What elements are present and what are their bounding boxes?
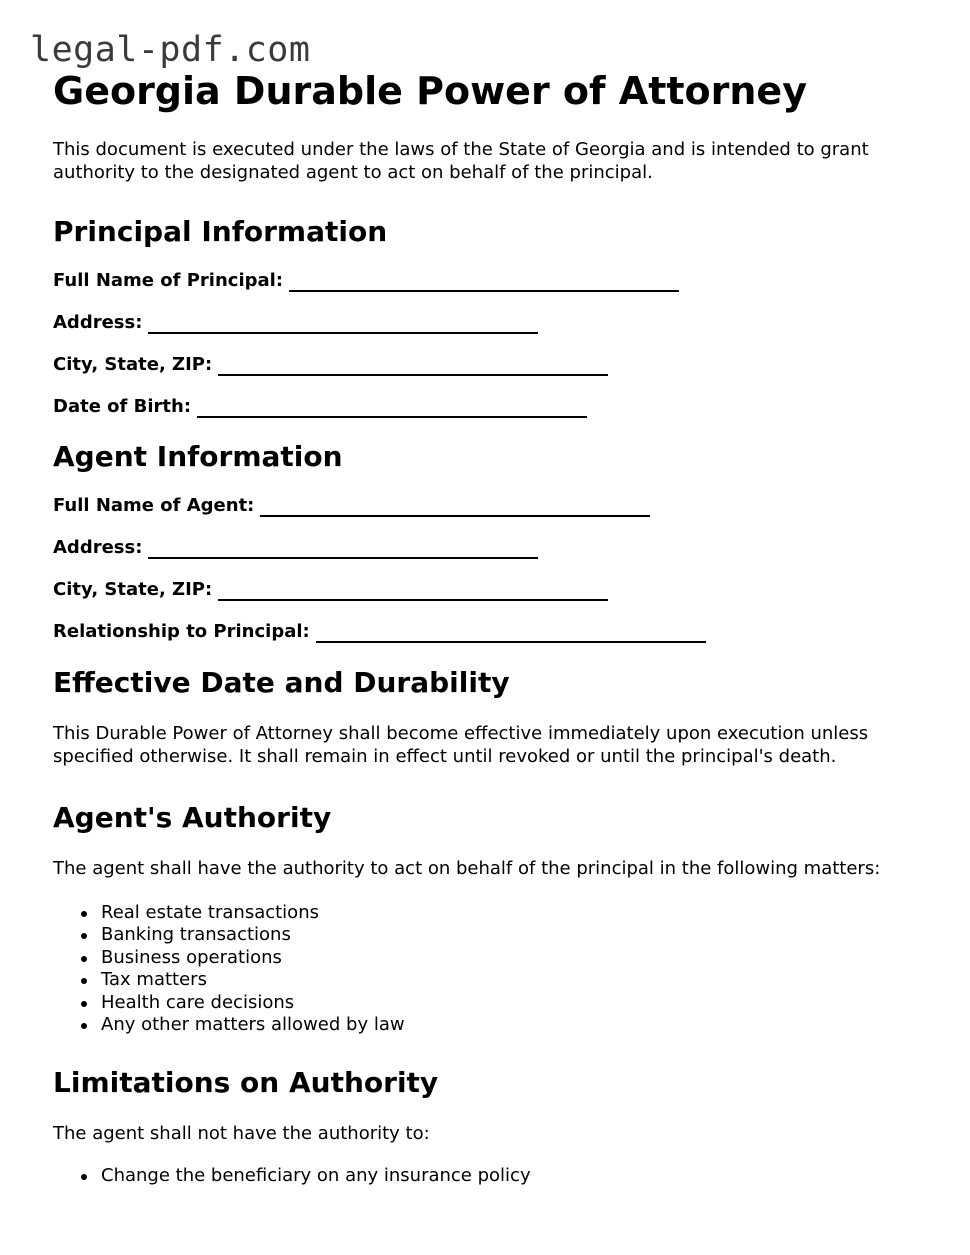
agent-heading: Agent Information <box>53 440 343 473</box>
effective-paragraph: This Durable Power of Attorney shall become effective immediately upon execution unless specified otherwise. It shall remain in effect until revoked or until the principal's death. <box>53 723 869 767</box>
watermark: legal-pdf.com <box>30 30 311 70</box>
principal-city-state-zip-label: City, State, ZIP: <box>53 354 213 375</box>
agent-relationship-label: Relationship to Principal: <box>53 621 310 642</box>
agent-city-state-zip-label: City, State, ZIP: <box>53 579 213 600</box>
agent-full-name-field[interactable] <box>53 495 933 517</box>
intro-paragraph: This document is executed under the laws of the State of Georgia and is intended to grant authority to the designated agent to act on behalf of the principal. <box>53 139 869 183</box>
principal-address-blank[interactable] <box>148 315 538 334</box>
principal-full-name-label: Full Name of Principal: <box>53 270 284 291</box>
authority-list-item: Real estate transactions <box>101 902 933 925</box>
effective-heading: Effective Date and Durability <box>53 666 510 699</box>
principal-city-state-zip-field[interactable] <box>53 354 933 376</box>
principal-address-field[interactable] <box>53 312 933 334</box>
authority-heading: Agent's Authority <box>53 801 332 834</box>
authority-list-item: Health care decisions <box>101 992 933 1015</box>
authority-list-item: Tax matters <box>101 969 933 992</box>
authority-list-item: Banking transactions <box>101 924 933 947</box>
agent-address-label: Address: <box>53 537 143 558</box>
limitations-list <box>53 1165 933 1188</box>
agent-city-state-zip-blank[interactable] <box>218 582 608 601</box>
authority-list <box>53 902 933 1037</box>
document-page <box>53 66 933 1188</box>
principal-full-name-field[interactable] <box>53 270 933 292</box>
agent-relationship-blank[interactable] <box>316 624 706 643</box>
agent-address-field[interactable] <box>53 537 933 559</box>
agent-full-name-blank[interactable] <box>260 498 650 517</box>
agent-city-state-zip-field[interactable] <box>53 579 933 601</box>
agent-relationship-field[interactable] <box>53 621 933 643</box>
limitations-paragraph: The agent shall not have the authority to: <box>53 1122 430 1144</box>
principal-full-name-blank[interactable] <box>289 273 679 292</box>
limitations-heading: Limitations on Authority <box>53 1065 439 1099</box>
authority-list-item: Business operations <box>101 947 933 970</box>
limitations-list-item: Change the beneficiary on any insurance policy <box>101 1165 933 1188</box>
agent-full-name-label: Full Name of Agent: <box>53 495 255 516</box>
principal-dob-label: Date of Birth: <box>53 396 192 417</box>
principal-city-state-zip-blank[interactable] <box>218 357 608 376</box>
principal-heading: Principal Information <box>53 215 388 248</box>
authority-paragraph: The agent shall have the authority to act on behalf of the principal in the following matters: <box>53 858 881 879</box>
principal-dob-blank[interactable] <box>197 399 587 418</box>
principal-dob-field[interactable] <box>53 396 933 418</box>
authority-list-item: Any other matters allowed by law <box>101 1014 933 1037</box>
principal-address-label: Address: <box>53 312 143 333</box>
agent-address-blank[interactable] <box>148 540 538 559</box>
document-title: Georgia Durable Power of Attorney <box>53 69 807 113</box>
